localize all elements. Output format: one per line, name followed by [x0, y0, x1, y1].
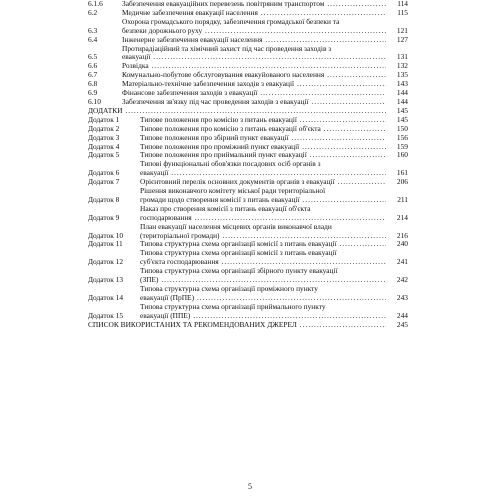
toc-page-number: 150	[396, 123, 408, 133]
toc-title	[140, 178, 386, 187]
toc-title	[122, 45, 386, 63]
toc-title-line: Наказ про створення комісії з питань евакуації об'єкта	[140, 204, 311, 213]
toc-row	[88, 80, 408, 89]
toc-title-line: Типова структурна схема організації збірного пункту евакуації	[140, 267, 338, 276]
toc-page-number: 161	[396, 168, 408, 178]
toc-row	[88, 240, 408, 249]
toc-page-number: 135	[396, 70, 408, 80]
toc-title-line: евакуації .....	[122, 53, 386, 62]
toc-title-line: Розвідка .....	[122, 62, 386, 71]
toc-row	[88, 187, 408, 205]
toc-number: Додаток 10	[88, 230, 124, 240]
toc-title	[122, 62, 386, 71]
toc-row	[88, 89, 408, 98]
toc-row	[88, 36, 408, 45]
toc-title	[140, 143, 386, 152]
toc-page-number: 114	[397, 0, 408, 8]
toc-heading-row	[88, 107, 408, 116]
toc-title-line: Інженерне забезпечення евакуації населення .....	[122, 36, 386, 45]
toc-title	[122, 89, 386, 98]
toc-number: 6.5	[88, 52, 98, 62]
toc-row	[88, 18, 408, 36]
toc-title	[122, 0, 386, 9]
toc-title-line: господарювання .....	[140, 214, 386, 223]
toc-title	[140, 116, 386, 125]
toc-page-number: 214	[396, 212, 408, 222]
toc-row	[88, 223, 408, 241]
toc-page-number: 216	[396, 230, 408, 240]
toc-row	[88, 98, 408, 107]
toc-title-line: Типове положення про комісію з питань евакуації .....	[140, 116, 386, 125]
toc-title	[140, 151, 386, 160]
toc-page-number: 242	[396, 275, 408, 285]
toc-title	[140, 303, 386, 321]
toc-row	[88, 0, 408, 9]
toc-number: 6.8	[88, 79, 98, 89]
toc-title	[140, 125, 386, 134]
toc-page-number: 243	[396, 292, 408, 302]
toc-title-line: безпеки дорожнього руху .....	[122, 27, 386, 36]
toc-number: Додаток 14	[88, 292, 124, 302]
toc-number: 6.3	[88, 25, 98, 35]
toc-number: Додаток 4	[88, 141, 120, 151]
toc-number: Додаток 6	[88, 168, 120, 178]
toc-page-number: 156	[396, 132, 408, 142]
toc-title	[140, 267, 386, 285]
toc-page-number: 160	[396, 150, 408, 160]
toc-number: 6.2	[88, 7, 98, 17]
toc-title	[122, 80, 386, 89]
toc-number: Додаток 1	[88, 114, 120, 124]
toc-number: Додаток 12	[88, 257, 124, 267]
toc-row	[88, 285, 408, 303]
toc-title-line: Комунально-побутове обслуговування евакуйованого населення .....	[122, 71, 386, 80]
toc-number: Додаток 5	[88, 150, 120, 160]
toc-row	[88, 249, 408, 267]
toc-number: Додаток 13	[88, 275, 124, 285]
toc-number: 6.7	[88, 70, 98, 80]
toc-title	[122, 18, 386, 36]
toc-row	[88, 62, 408, 71]
toc-title-line: Забезпечення евакуаційних перевезень повітряним транспортом .....	[122, 0, 386, 9]
toc-title-line: Типові функціональні обов'язки посадових осіб органів з	[140, 160, 321, 169]
toc-title	[122, 9, 386, 18]
toc-number: Додаток 7	[88, 177, 120, 187]
toc-heading: ДОДАТКИ .....	[88, 107, 386, 116]
toc-row	[88, 178, 408, 187]
toc-row	[88, 267, 408, 285]
toc-title-line: Фінансове забезпечення заходів з евакуації .....	[122, 89, 386, 98]
toc-heading-row	[88, 321, 408, 330]
toc-page-number: 121	[396, 25, 408, 35]
toc-row	[88, 160, 408, 178]
toc-title-line: громади щодо створення комісії з питань евакуації .....	[140, 196, 386, 205]
toc-page-number: 132	[396, 61, 408, 71]
toc-heading: СПИСОК ВИКОРИСТАНИХ ТА РЕКОМЕНДОВАНИХ ДЖЕРЕЛ .....	[88, 321, 386, 330]
toc-title-line: Типова структурна схема організації проміжного пункту	[140, 285, 319, 293]
toc-page-number: 127	[396, 34, 408, 44]
toc-title-line: План евакуації населення місцевих органів виконавчої влади	[140, 222, 332, 231]
toc-page-number: 211	[397, 194, 408, 204]
toc-title-line: Рішення виконавчого комітету міської ради територіальної	[140, 187, 326, 196]
toc-title-line: Орієнтовний перелік основних документів органів з евакуації .....	[140, 178, 386, 187]
toc-title-line: Типове положення про збірний пункт евакуації .....	[140, 134, 386, 143]
toc-row	[88, 134, 408, 143]
toc-title-line: Типова структурна схема організації приймального пункту	[140, 302, 326, 311]
table-of-contents	[88, 0, 408, 330]
toc-title-line: (територіальної громади) .....	[140, 232, 386, 241]
toc-number: 6.6	[88, 61, 98, 71]
toc-page-number: 145	[396, 114, 408, 124]
toc-number: Додаток 2	[88, 123, 120, 133]
toc-title	[140, 240, 386, 249]
toc-title	[140, 134, 386, 143]
toc-title-line: (ЗПЕ) .....	[140, 276, 386, 285]
toc-number: Додаток 15	[88, 310, 124, 320]
toc-title-line: Типова структурна схема організації комісії з питань евакуації	[140, 249, 337, 258]
toc-title-line: Матеріально-технічне забезпечення заходів з евакуації .....	[122, 80, 386, 89]
toc-number: 6.10	[88, 96, 101, 106]
toc-title-line: Охорона громадського порядку, забезпечення громадської безпеки та	[122, 17, 340, 26]
toc-page-number: 144	[396, 88, 408, 98]
toc-title	[140, 160, 386, 178]
toc-page-number: 143	[396, 79, 408, 89]
toc-page-number: 115	[397, 7, 408, 17]
toc-title	[140, 285, 386, 303]
toc-number: 6.4	[88, 34, 98, 44]
toc-page-number: 159	[396, 141, 408, 151]
toc-title	[122, 71, 386, 80]
toc-title-line: Типове положення про приймальний пункт евакуації .....	[140, 151, 386, 160]
toc-title	[122, 36, 386, 45]
toc-number: 6.9	[88, 88, 98, 98]
toc-row	[88, 71, 408, 80]
toc-title	[140, 223, 386, 241]
toc-number: Додаток 9	[88, 212, 120, 222]
toc-title-line: Типова структурна схема організації комісії з питань евакуації .....	[140, 240, 386, 249]
toc-row	[88, 125, 408, 134]
toc-title-line: евакуації .....	[140, 169, 386, 178]
toc-title-line: Забезпечення зв'язку під час проведення заходів з евакуації .....	[122, 98, 386, 107]
toc-page-number: 145	[396, 105, 408, 115]
toc-row	[88, 205, 408, 223]
toc-page-number: 206	[396, 177, 408, 187]
toc-title-line: Медичне забезпечення евакуації населення .....	[122, 9, 386, 18]
toc-page-number: 245	[396, 319, 408, 329]
toc-row	[88, 303, 408, 321]
toc-title-line: Протирадіаційний та хімічний захист під час проведення заходів з	[122, 44, 332, 53]
toc-title-line: Типове положення про комісію з питань евакуації об'єкта .....	[140, 125, 386, 134]
page-number: 5	[248, 482, 252, 491]
toc-title-line: евакуації (ППЕ) .....	[140, 312, 386, 321]
toc-title-line: евакуації (ПрПЕ) .....	[140, 294, 386, 303]
toc-row	[88, 9, 408, 18]
toc-number: 6.1.6	[88, 0, 103, 8]
toc-row	[88, 143, 408, 152]
toc-title	[122, 98, 386, 107]
toc-number: Додаток 8	[88, 194, 120, 204]
toc-page-number: 131	[396, 52, 408, 62]
toc-page-number: 240	[396, 239, 408, 249]
toc-title-line: Типове положення про проміжний пункт евакуації .....	[140, 143, 386, 152]
toc-row	[88, 116, 408, 125]
toc-number: Додаток 3	[88, 132, 120, 142]
toc-title	[140, 187, 386, 205]
toc-title-line: суб'єкта господарювання .....	[140, 258, 386, 267]
toc-title	[140, 205, 386, 223]
toc-title	[140, 249, 386, 267]
toc-page-number: 244	[396, 310, 408, 320]
toc-page-number: 241	[396, 257, 408, 267]
toc-row	[88, 45, 408, 63]
toc-number: Додаток 11	[88, 239, 123, 249]
toc-row	[88, 151, 408, 160]
toc-page-number: 144	[396, 96, 408, 106]
